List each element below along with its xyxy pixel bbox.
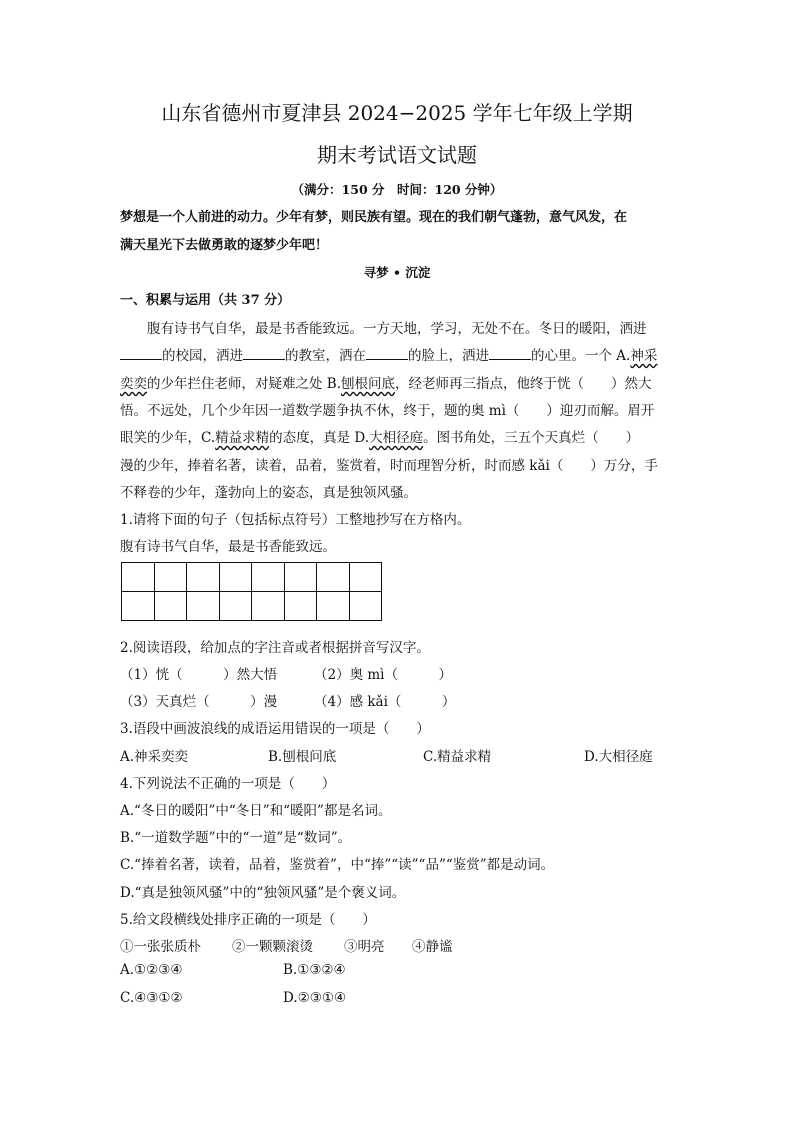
passage-line3: 奕奕的少年拦住老师，对疑难之处 B.刨根问底，经老师再三指点，他终于恍（ ）然大 xyxy=(120,376,652,392)
question-3-option-d[interactable]: D.大相径庭 xyxy=(584,749,653,765)
grid-cell[interactable] xyxy=(187,592,220,621)
passage-line6: 漫的少年，捧着名著，读着，品着，鉴赏着，时而理智分析，时而感 kǎi（ ）万分，手 xyxy=(120,458,658,474)
question-1: 1.请将下面的句子（包括标点符号）工整地抄写在方格内。 xyxy=(120,512,471,528)
question-1-sentence: 腹有诗书气自华，最是书香能致远。 xyxy=(120,539,336,555)
question-2-item-4: （4）感 kǎi（ ） xyxy=(314,694,456,710)
question-4-option-a[interactable]: A.“冬日的暖阳”中“冬日”和“暖阳”都是名词。 xyxy=(120,803,392,819)
grid-cell[interactable] xyxy=(349,563,382,592)
grid-cell[interactable] xyxy=(349,592,382,621)
exam-title-line1: 山东省德州市夏津县 2024−2025 学年七年级上学期 xyxy=(161,101,633,125)
grid-cell[interactable] xyxy=(187,563,220,592)
grid-cell[interactable] xyxy=(219,592,252,621)
question-5-option-d[interactable]: D.②③①④ xyxy=(283,990,347,1006)
fill-blank-4 xyxy=(489,347,531,360)
question-2: 2.阅读语段，给加点的字注音或者根据拼音写汉字。 xyxy=(120,640,430,656)
passage-line2: 的校园，洒进 的教室，洒在 的脸上，洒进 的心里。一个 A.神采 xyxy=(120,344,657,364)
grid-cell[interactable] xyxy=(284,563,317,592)
writing-grid[interactable] xyxy=(121,562,382,621)
question-4-option-b[interactable]: B.“一道数学题”中的“一道”是“数词”。 xyxy=(120,830,352,846)
fill-blank-1 xyxy=(120,347,162,360)
grid-cell[interactable] xyxy=(154,563,187,592)
question-4: 4.下列说法不正确的一项是（ ） xyxy=(120,776,336,792)
question-5-option-b[interactable]: B.①③②④ xyxy=(283,962,346,978)
question-5-item-3: ③明亮 xyxy=(344,939,385,955)
grid-cell[interactable] xyxy=(252,563,285,592)
grid-cell[interactable] xyxy=(317,592,350,621)
question-5-item-1: ①一张张质朴 xyxy=(120,939,201,955)
passage-line1: 腹有诗书气自华，最是书香能致远。一方天地，学习，无处不在。冬日的暖阳，洒进 xyxy=(147,321,647,337)
question-2-item-3: （3）天真烂（ ）漫 xyxy=(120,694,278,710)
question-3-option-a[interactable]: A.神采奕奕 xyxy=(120,749,189,765)
question-3-option-c[interactable]: C.精益求精 xyxy=(423,749,492,765)
exam-meta: （满分：150 分 时间：120 分钟） xyxy=(291,182,503,197)
passage-line5: 眼笑的少年，C.精益求精的态度，真是 D.大相径庭。图书角处，三五个天真烂（ ） xyxy=(120,430,640,446)
grid-row xyxy=(122,592,382,621)
fill-blank-3 xyxy=(366,347,408,360)
grid-cell[interactable] xyxy=(219,563,252,592)
question-5: 5.给文段横线处排序正确的一项是（ ） xyxy=(120,912,376,928)
fill-blank-2 xyxy=(243,347,285,360)
question-2-item-2: （2）奥 mì（ ） xyxy=(314,667,452,683)
question-4-option-c[interactable]: C.“捧着名著，读着，品着，鉴赏着”，中“捧”“读”“品”“鉴赏”都是动词。 xyxy=(120,857,555,873)
question-5-item-4: ④静谧 xyxy=(412,939,453,955)
grid-row xyxy=(122,563,382,592)
question-5-option-a[interactable]: A.①②③④ xyxy=(120,962,183,978)
grid-cell[interactable] xyxy=(154,592,187,621)
question-4-option-d[interactable]: D.“真是独领风骚”中的“独领风骚”是个褒义词。 xyxy=(120,885,406,901)
question-5-option-c[interactable]: C.④③①② xyxy=(120,990,183,1006)
grid-cell[interactable] xyxy=(122,592,155,621)
grid-cell[interactable] xyxy=(284,592,317,621)
grid-cell[interactable] xyxy=(122,563,155,592)
grid-cell[interactable] xyxy=(317,563,350,592)
exam-title-line2: 期末考试语文试题 xyxy=(317,143,477,167)
part-one-heading: 一、积累与运用（共 37 分） xyxy=(120,293,291,308)
passage-line4: 悟。不远处，几个少年因一道数学题争执不休，终于，题的奥 mì（ ）迎刃而解。眉开 xyxy=(120,403,655,419)
passage-line7: 不释卷的少年，蓬勃向上的姿态，真是独领风骚。 xyxy=(120,485,417,501)
section-title: 寻梦 • 沉淀 xyxy=(363,265,431,280)
question-3-option-b[interactable]: B.刨根问底 xyxy=(268,749,337,765)
question-3: 3.语段中画波浪线的成语运用错误的一项是（ ） xyxy=(120,721,430,737)
motto-line1: 梦想是一个人前进的动力。少年有梦，则民族有望。现在的我们朝气蓬勃，意气风发，在 xyxy=(120,210,628,225)
motto-line2: 满天星光下去做勇敢的逐梦少年吧！ xyxy=(120,238,329,253)
question-5-item-2: ②一颗颗滚烫 xyxy=(232,939,313,955)
grid-cell[interactable] xyxy=(252,592,285,621)
question-2-item-1: （1）恍（ ）然大悟 xyxy=(120,667,278,683)
